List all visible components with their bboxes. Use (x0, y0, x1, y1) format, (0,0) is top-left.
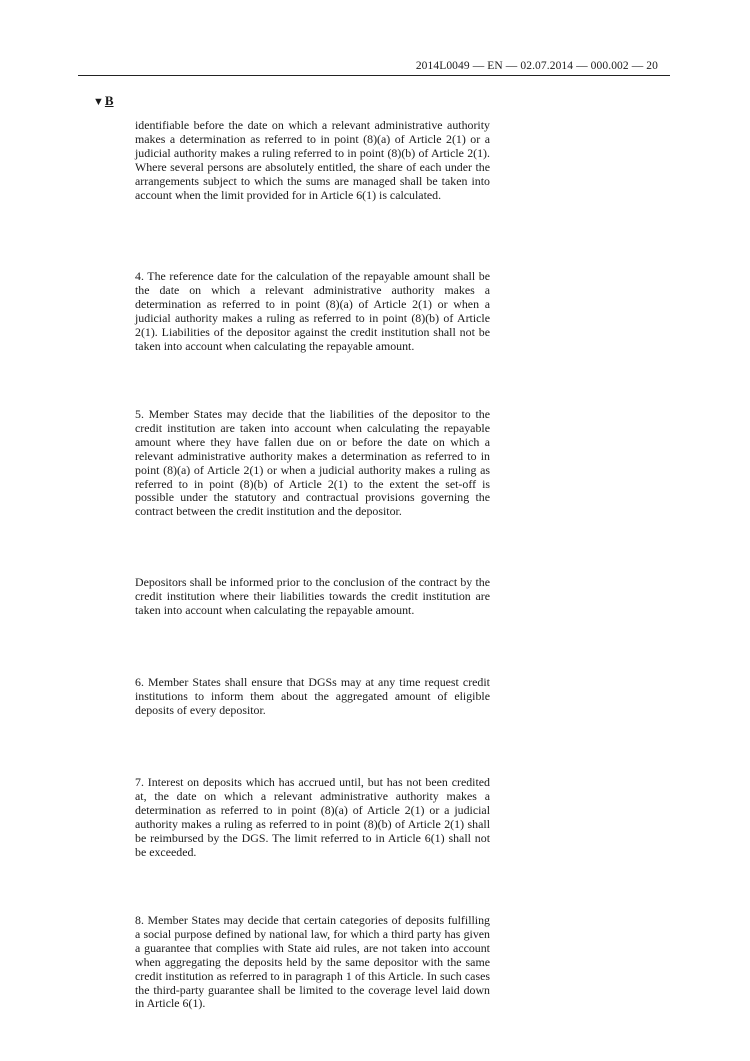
paragraph-5-subparagraph: Depositors shall be informed prior to the conclusion of the contract by the credit institution where their liabilities towards the credit institution are taken into account when calculating the repayable amount. (135, 575, 490, 617)
paragraph-4: 4. The reference date for the calculation of the repayable amount shall be the date on which a relevant administrative authority makes a determination as referred to in point (8)(a) of Article 2(1) or when a judicial authority makes a ruling as referred to in point (8)(b) of Article 2(1). Liabilities of the depositor against the credit institution shall not be taken into account when calculating the repayable amount. (135, 269, 490, 353)
triangle-down-icon: ▼ (93, 96, 104, 108)
paragraph-8: 8. Member States may decide that certain categories of deposits fulfilling a social purpose defined by national law, for which a third party has given a guarantee that complies with State aid rules, are not taken into account when aggregating the deposits held by the same depositor with the same credit institution as referred to in paragraph 1 of this Article. In such cases the third-party guarantee shall be limited to the coverage level laid down in Article 6(1). (135, 913, 490, 1011)
paragraph-7: 7. Interest on deposits which has accrued until, but has not been credited at, the date on which a relevant administrative authority makes a determination as referred to in point (8)(a) of Article 2(1) or a judicial authority makes a ruling as referred to in point (8)(b) of Article 2(1) shall be reimbursed by the DGS. The limit referred to in Article 6(1) shall not be exceeded. (135, 775, 490, 859)
paragraph-5: 5. Member States may decide that the liabilities of the depositor to the credit institution are taken into account when calculating the repayable amount where they have fallen due on or before the date on which a relevant administrative authority makes a determination as referred to in point (8)(a) of Article 2(1) or when a judicial authority makes a ruling as referred to in point (8)(b) of Article 2(1) to the extent the set-off is possible under the statutory and contractual provisions governing the contract between the credit institution and the depositor. (135, 407, 490, 519)
paragraph-6: 6. Member States shall ensure that DGSs may at any time request credit institutions to inform them about the aggregated amount of eligible deposits of every depositor. (135, 675, 490, 717)
document-reference: 2014L0049 — EN — 02.07.2014 — 000.002 — 20 (415, 60, 658, 72)
paragraph-continuation: identifiable before the date on which a relevant administrative authority makes a determination as referred to in point (8)(a) of Article 2(1) or a judicial authority makes a ruling referred to in point (8)(b) of Article 2(1). Where several persons are absolutely entitled, the share of each under the arrangements subject to which the sums are managed shall be taken into account when the limit provided for in Article 6(1) is calculated. (135, 118, 490, 202)
amendment-marker (93, 93, 114, 109)
header-divider (78, 75, 670, 76)
amendment-marker-letter: B (104, 93, 114, 108)
